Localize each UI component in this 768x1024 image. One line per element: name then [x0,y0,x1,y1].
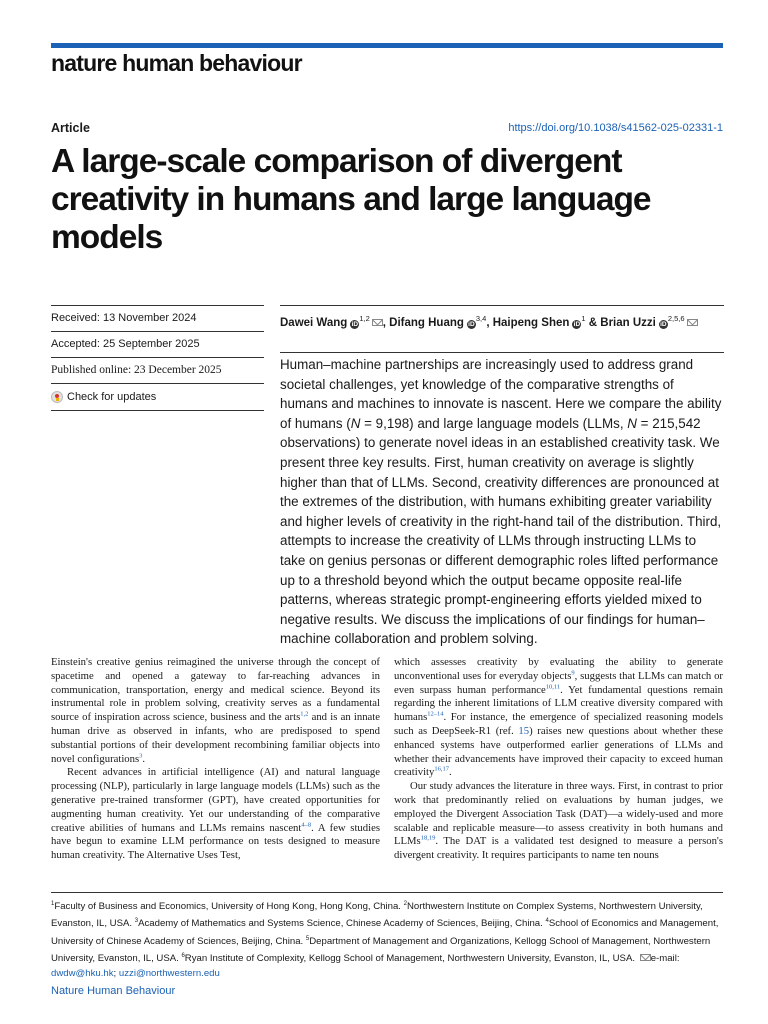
author-name: Dawei Wang [280,316,348,329]
check-updates-label: Check for updates [67,390,157,403]
citation-link[interactable]: 3 [139,752,143,760]
author-separator: , [486,316,493,329]
affiliation-text: School of Economics and Management, University of Chinese Academy of Sciences, Beijing, China. [51,918,719,947]
journal-header-bar [51,43,723,48]
email-link[interactable]: uzzi@northwestern.edu [118,967,220,979]
affiliation-number: 2 [403,901,407,907]
orcid-icon[interactable]: iD [660,320,667,328]
author-name: Brian Uzzi [600,316,656,329]
affiliations [51,897,723,981]
email-separator: ; [113,967,119,979]
received-date: Received: 13 November 2024 [51,305,264,331]
email-icon[interactable] [687,319,698,326]
variable-n: N [350,415,361,431]
affiliation-text: Northwestern Institute on Complex Systems, Northwestern University, Evanston, IL, USA. [51,901,703,930]
affiliation-number: 1 [51,901,55,907]
citation-link[interactable]: 15 [518,724,530,737]
affiliation-text: Department of Management and Organizations, Kellogg School of Management, Northwestern University, Evanston, IL, USA. [51,935,711,965]
affiliation-number: 6 [181,953,185,960]
email-label: e-mail: [650,953,680,965]
journal-logo: nature human behaviour [51,50,302,76]
author-affiliation-marker: 2,5,6 [667,314,685,323]
published-date: Published online: 23 December 2025 [51,357,264,383]
affiliation-text: Faculty of Business and Economics, University of Hong Kong, Hong Kong, China. [54,901,404,913]
affiliation-text: Ryan Institute of Complexity, Kellogg School of Management, Northwestern University, Evanston, IL, USA. [184,953,638,965]
orcid-icon[interactable]: iD [351,320,359,328]
check-updates-icon [51,391,63,403]
author-affiliation-marker: 3,4 [475,314,487,323]
author-separator: & [585,316,601,329]
doi-link[interactable]: https://doi.org/10.1038/s41562-025-02331-1 [508,122,723,134]
article-type-label: Article [51,121,90,135]
affiliations-divider [51,892,723,893]
affiliation-number: 3 [134,918,139,925]
citation-link[interactable]: 4–8 [301,821,312,828]
article-title: A large-scale comparison of divergent creativity in humans and large language models [51,143,651,256]
author-separator: , [382,316,390,329]
citation-link[interactable]: 1,2 [300,710,309,718]
citation-link[interactable]: 9 [571,669,575,677]
citation-link[interactable]: 18,19 [420,834,436,842]
email-icon[interactable] [372,319,383,326]
author-name: Haipeng Shen [492,316,570,329]
author-affiliation-marker: 1 [581,314,586,323]
author-affiliation-marker: 1,2 [359,314,370,323]
author-list [280,305,724,353]
variable-n: N [627,415,637,431]
author-name: Difang Huang [389,316,464,329]
accepted-date: Accepted: 25 September 2025 [51,331,264,357]
body-column-right [394,656,723,863]
body-column-left [51,656,380,863]
citation-link[interactable]: 10,11 [545,683,561,691]
body-paragraph: Recent advances in artificial intelligence (AI) and natural language processing (NLP), particularly in large language models (LLMs) such as the generative pre-trained transformer (GPT), have created opportunities for augmenting human creativity. Yet our understanding of the comparative creative abilities of humans and LLMs remains nascent$^{4-8}$. A few studies have begun to examine LLM performance on tests designed to measure human creativity. The Alternative Uses Test, [51,766,380,862]
body-paragraph: Einstein's creative genius reimagined the universe through the concept of spacetime and opened a gateway to far-reaching advances in communication, transportation, energy and medical science. Beyond its instrumental role in problem solving, creativity serves as a fundamental source of inspiration across science, business and the arts$^{1,2}$ and is an innate human drive as observed in infants, who are predisposed to spend substantial portions of their development recombining familiar objects into novel configurations$^3$. [51,656,380,765]
article-dates-panel [51,305,264,411]
email-link[interactable]: dwdw@hku.hk [51,967,114,979]
affiliation-number: 5 [305,935,310,942]
citation-link[interactable]: 16,17 [434,765,449,773]
citation-link[interactable]: 12–14 [427,710,444,718]
orcid-icon[interactable]: iD [468,320,475,328]
abstract: Human–machine partnerships are increasingly used to address grand societal challenges, yet knowledge of the comparative strengths of humans and machines to innovate is nascent. Here we compare the ability of humans (N = 9,198) and large language models (LLMs, N = 215,542 observations) to generate novel ideas in an established creativity task. We present three key results. First, human creativity on average is slightly higher than that of LLMs. Second, creativity differences are pronounced at the extremes of the distribution, with humans exhibiting greater variability and higher levels of creativity in the right-hand tail of the distribution. Third, attempts to increase the creativity of LLMs through instructing LLMs to take on genius personas or different demographic roles lifted performance up to a threshold beyond which the output became opposite real-life patterns, whereas strategic prompt-engineering efforts yielded mixed to negative results. We discuss the implications of our findings for human–machine collaboration and problem solving. [280,357,722,647]
affiliation-number: 4 [545,918,549,925]
check-for-updates-button[interactable] [51,383,264,411]
body-paragraph: Our study advances the literature in three ways. First, in contrast to prior work that predominantly relied on evaluations by human judges, we employed the Divergent Association Task (DAT)—a widely-used and more scalable and replicable measure—to assess creativity in both humans and LLMs$^{18,19}$. The DAT is a validated test designed to measure a person's divergent creativity. It requires participants to name ten nouns [394,780,723,862]
orcid-icon[interactable]: iD [573,320,581,328]
email-icon [640,954,651,961]
body-paragraph: which assesses creativity by evaluating the ability to generate unconventional uses for everyday objects$^9$, suggests that LLMs can match or even surpass human performance$^{10,11}$. Yet fundamental questions remain regarding the inherent limitations of LLM creative diversity compared with humans$^{12-14}$. For instance, the emergence of specialized reasoning models such as DeepSeek-R1 (ref. 15) raises new questions about whether these enhanced systems have outperformed earlier generations of LLMs and whether their advancements have improved their capacity to exceed human creativity$^{16,17}$. [394,656,723,779]
affiliation-text: Academy of Mathematics and Systems Science, Chinese Academy of Sciences, Beijing, China. [138,918,546,930]
journal-footer: Nature Human Behaviour [51,985,176,997]
